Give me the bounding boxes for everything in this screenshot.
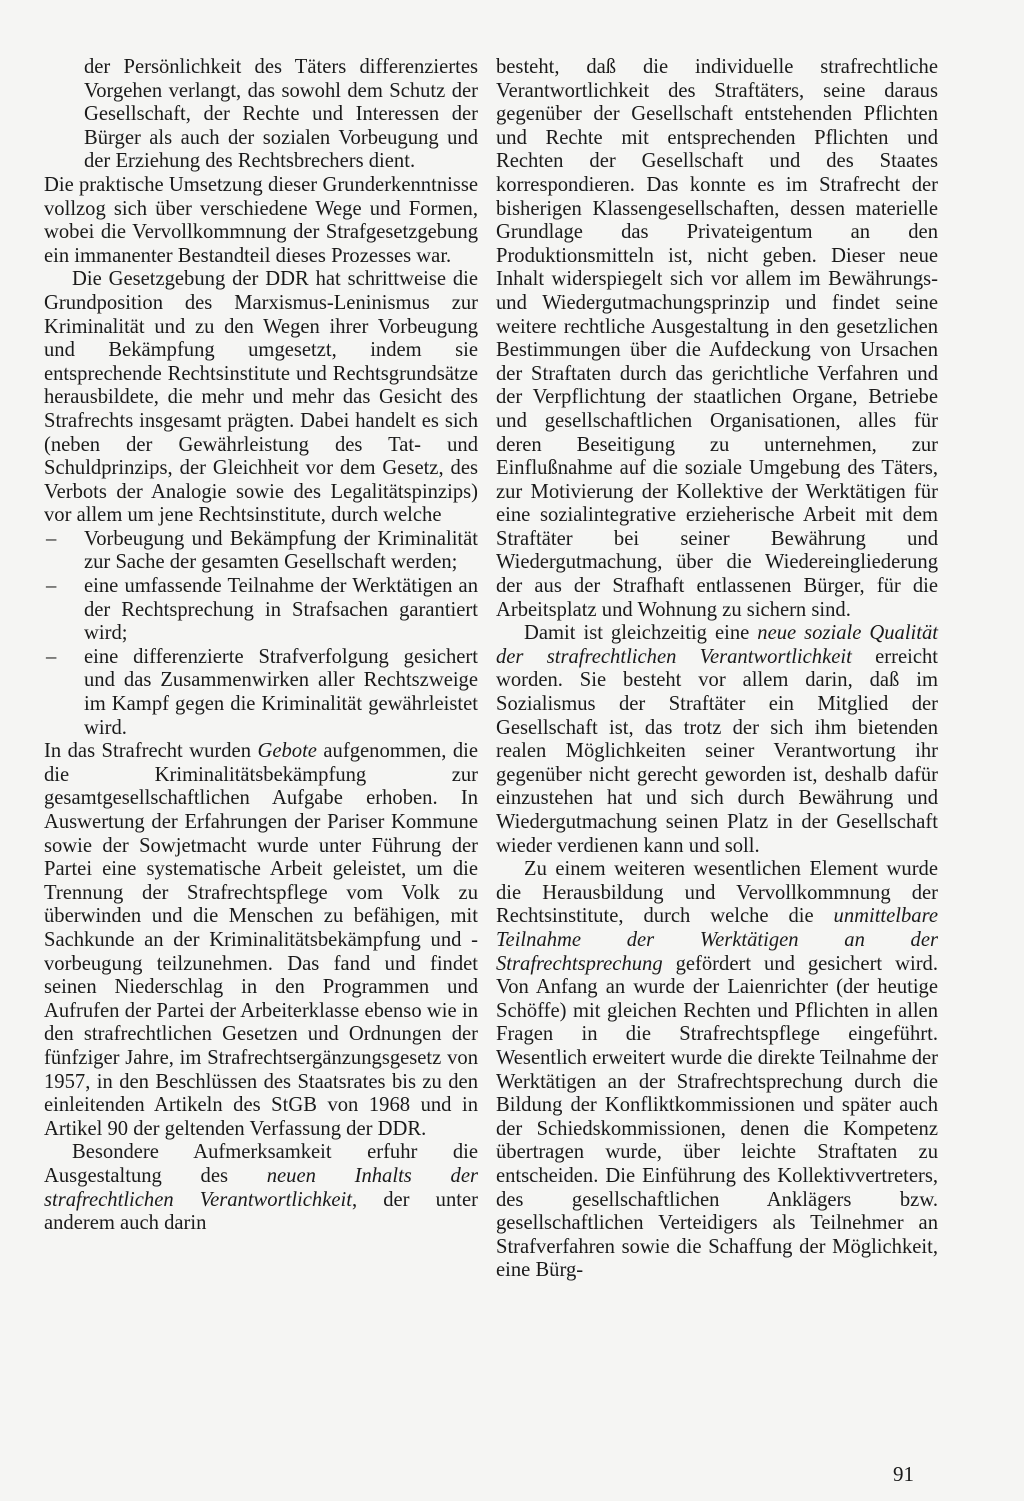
- right-column: [496, 56, 938, 1283]
- emphasis: neuen Inhalts der strafrechtlichen Verantwortlichkeit: [44, 1164, 478, 1211]
- paragraph: Die praktische Umsetzung dieser Grunderkenntnisse vollzog sich über verschiedene Wege und Formen, wobei die Vervollkommnung der Strafgesetzgebung ein immanenter Bestandteil dieses Prozesses war.: [44, 173, 478, 267]
- paragraph: besteht, daß die individuelle strafrechtliche Verantwortlichkeit des Straftäters, seine daraus gegenüber der Gesellschaft entstehenden Pflichten und Rechte mit entsprechenden Pflichten und Rechten der Gesellschaft und des Staates korrespondieren. Das konnte es im Strafrecht der bisherigen Klassengesellschaften, dessen materielle Grundlage das Privateigentum an den Produktionsmitteln ist, nicht geben. Dieser neue Inhalt widerspiegelt sich vor allem im Bewährungs- und Wiedergutmachungsprinzip und findet seine weitere rechtliche Ausgestaltung in den gesetzlichen Bestimmungen über die Aufdeckung von Ursachen der Straftaten durch das gerichtliche Verfahren und der Verpflichtung der staatlichen Organe, Betriebe und gesellschaftlichen Organisationen, alles für deren Beseitigung zu unternehmen, zur Einflußnahme auf die soziale Umgebung des Täters, zur Motivierung der Kollektive der Werktätigen für eine sozialintegrative erzieherische Arbeit mit dem Straftäter bei seiner Bewährung und Wiedergutmachung, über die Wiedereingliederung der aus der Strafhaft entlassenen Bürger, für die Arbeitsplatz und Wohnung zu sichern sind.: [496, 56, 938, 621]
- list-item: – Vorbeugung und Bekämpfung der Kriminalität zur Sache der gesamten Gesellschaft werden;: [44, 528, 478, 575]
- list-item: – eine umfassende Teilnahme der Werktätigen an der Rechtsprechung in Strafsachen garantiert wird;: [44, 575, 478, 646]
- continued-paragraph: der Persönlichkeit des Täters differenziertes Vorgehen verlangt, das sowohl dem Schutz der Gesellschaft, der Rechte und Interessen der Bürger als auch der sozialen Vorbeugung und der Erziehung des Rechtsbrechers dient.: [84, 56, 478, 173]
- dash-list: [44, 528, 478, 740]
- paragraph: Besondere Aufmerksamkeit erfuhr die Ausgestaltung des neuen Inhalts der strafrechtlichen Verantwortlichkeit, der unter anderem auch darin: [44, 1141, 478, 1235]
- paragraph: Damit ist gleichzeitig eine neue soziale Qualität der strafrechtlichen Verantwortlichkeit erreicht worden. Sie besteht vor allem darin, daß im Sozialismus der Straftäter ein Mitglied der Gesellschaft ist, das trotz der sich ihm bietenden realen Möglichkeiten seiner Verantwortung ihr gegenüber nicht gerecht geworden ist, deshalb dafür einzustehen hat und sich durch Bewährung und Wiedergutmachung seinen Platz in der Gesellschaft wieder verdienen kann und soll.: [496, 622, 939, 857]
- emphasis: unmittelbare Teilnahme der Werktätigen an der Strafrechtsprechung: [496, 905, 938, 975]
- emphasis: neue soziale Qualität der strafrechtlichen Verantwortlichkeit: [496, 622, 939, 668]
- paragraph: Zu einem weiteren wesentlichen Element wurde die Herausbildung und Vervollkommnung der Rechtsinstitute, durch welche die unmittelbare Teilnahme der Werktätigen an der Strafrechtsprechung gefördert und gesichert wird. Von Anfang an wurde der Laienrichter (der heutige Schöffe) mit gleichen Rechten und Pflichten in allen Fragen in die Strafrechtspflege eingeführt. Wesentlich erweitert wurde die direkte Teilnahme der Werktätigen an der Strafrechtsprechung durch die Bildung der Konfliktkommissionen und später auch der Schiedskommissionen, denen die Kompetenz übertragen wurde, über leichte Straftaten zu entscheiden. Die Einführung des Kollektivvertreters, des gesellschaftlichen Anklägers bzw. gesellschaftlichen Verteidigers als Teilnehmer an Strafverfahren sowie die Schaffung der Möglichkeit, eine Bürg-: [496, 858, 938, 1282]
- page-number: 91: [893, 1462, 914, 1486]
- list-item: – eine differenzierte Strafverfolgung gesichert und das Zusammenwirken aller Rechtszweige im Kampf gegen die Kriminalität gewährleistet wird.: [44, 646, 478, 740]
- paragraph: Die Gesetzgebung der DDR hat schrittweise die Grundposition des Marxismus-Leninismus zur Kriminalität und zu den Wegen ihrer Vorbeugung und Bekämpfung umgesetzt, indem sie entsprechende Rechtsinstitute und Rechtsgrundsätze herausbildete, die mehr und mehr das Gesicht des Strafrechts insgesamt prägten. Dabei handelt es sich (neben der Gewährleistung des Tat- und Schuldprinzips, der Gleichheit vor dem Gesetz, des Verbots der Analogie sowie des Legalitätspinzips) vor allem um jene Rechtsinstitute, durch welche: [44, 268, 478, 527]
- paragraph: In das Strafrecht wurden Gebote aufgenommen, die die Kriminalitätsbekämpfung zur gesamtgesellschaftlichen Aufgabe erhoben. In Auswertung der Erfahrungen der Pariser Kommune sowie der Sowjetmacht wurde unter Führung der Partei eine systematische Arbeit geleistet, um die Trennung der Strafrechtspflege vom Volk zu überwinden und die Menschen zu befähigen, mit Sachkunde an der Kriminalitätsbekämpfung und -vorbeugung teilzunehmen. Das fand und findet seinen Niederschlag in den Programmen und Aufrufen der Partei der Arbeiterklasse ebenso wie in den strafrechtlichen Gesetzen und Ordnungen der fünfziger Jahre, im Strafrechtsergänzungsgesetz von 1957, in den Beschlüssen des Staatsrates bis zu den einleitenden Artikeln des StGB von 1968 und in Artikel 90 der geltenden Verfassung der DDR.: [44, 740, 478, 1140]
- emphasis: Gebote: [257, 740, 317, 763]
- left-column: [44, 56, 478, 1236]
